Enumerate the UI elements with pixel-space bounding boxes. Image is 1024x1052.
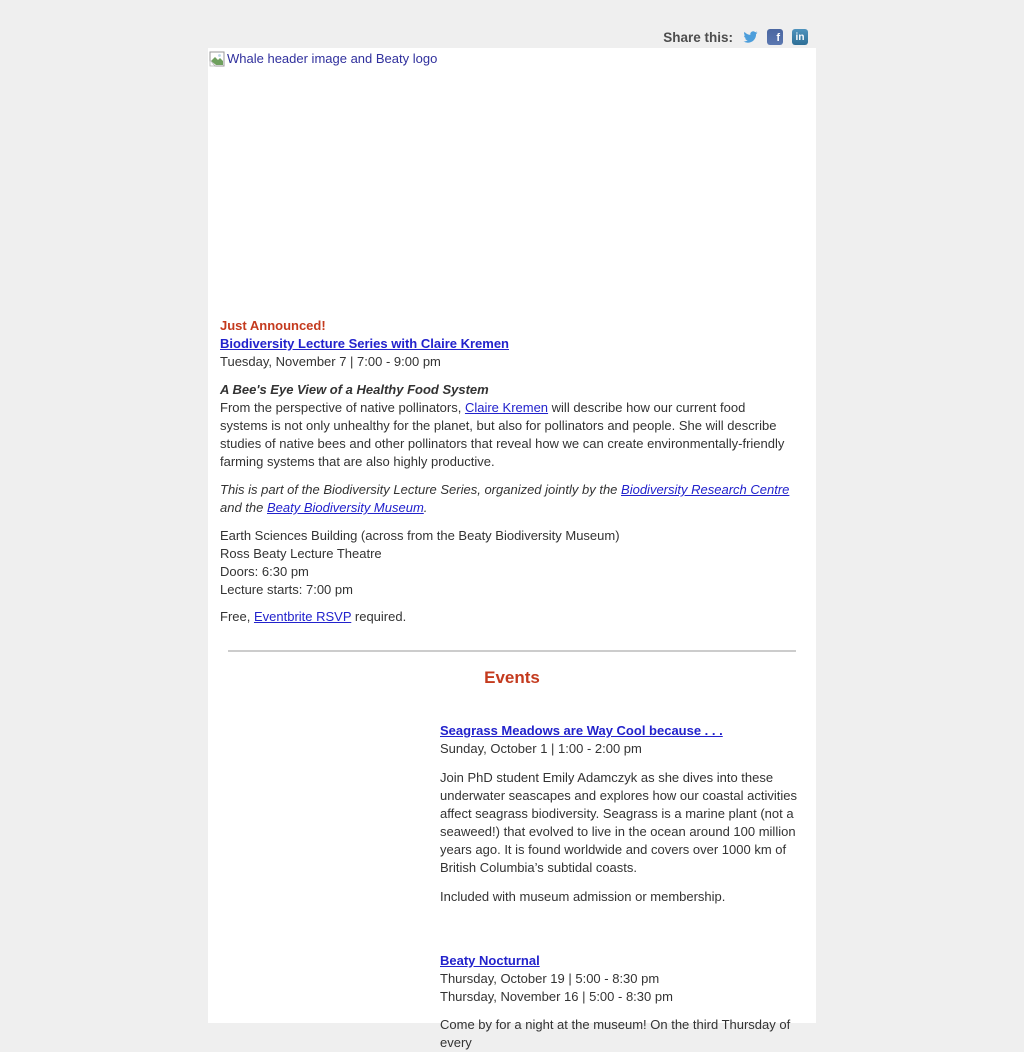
rsvp-line <box>220 608 795 626</box>
event-date: Sunday, October 1 | 1:00 - 2:00 pm <box>440 741 642 756</box>
header-image-alt-text: Whale header image and Beaty logo <box>227 51 438 66</box>
linkedin-icon[interactable] <box>792 29 808 45</box>
eventbrite-rsvp-link[interactable]: Eventbrite RSVP <box>253 609 352 624</box>
talk-title: A Bee's Eye View of a Healthy Food System <box>220 382 489 397</box>
biodiversity-research-centre-link[interactable]: Biodiversity Research Centre <box>621 482 790 497</box>
section-divider <box>228 650 796 652</box>
talk-block <box>220 381 795 471</box>
event-title-row <box>440 722 804 740</box>
announcement-title-row <box>220 335 795 353</box>
event-date: Thursday, October 19 | 5:00 - 8:30 pm <box>440 971 660 986</box>
series-note-mid: and the <box>220 500 267 515</box>
beaty-biodiversity-museum-link[interactable]: Beaty Biodiversity Museum <box>267 500 424 515</box>
announcement-section <box>208 317 816 626</box>
events-heading: Events <box>484 668 540 687</box>
header-image-placeholder[interactable] <box>208 48 816 69</box>
event-date: Thursday, November 16 | 5:00 - 8:30 pm <box>440 989 673 1004</box>
linkedin-in-glyph: in <box>795 31 805 43</box>
venue-line: Earth Sciences Building (across from the Beaty Biodiversity Museum) <box>220 528 620 543</box>
broken-image-icon <box>209 51 225 67</box>
event-description: Join PhD student Emily Adamczyk as she dives into these underwater seascapes and explores how our coastal activities affect seagrass biodiversity. Seagrass is a marine plant (not a seaweed!) that evolved to live in the ocean around 100 million years ago. It is found worldwide and covers over 1000 km of British Columbia’s subtidal coasts. <box>440 770 797 875</box>
seagrass-event-link[interactable]: Seagrass Meadows are Way Cool because . . . <box>440 723 723 738</box>
announcement-datetime: Tuesday, November 7 | 7:00 - 9:00 pm <box>220 354 441 369</box>
talk-description <box>220 399 795 471</box>
talk-description-pre: From the perspective of native pollinators, <box>220 400 465 415</box>
facebook-f-glyph: f <box>776 32 780 44</box>
claire-kremen-link[interactable]: Claire Kremen <box>464 400 549 415</box>
series-note <box>220 481 795 517</box>
just-announced-label: Just Announced! <box>220 318 326 333</box>
event-admission-note: Included with museum admission or membership. <box>440 889 726 904</box>
share-bar <box>208 0 816 45</box>
venue-line: Ross Beaty Lecture Theatre <box>220 546 382 561</box>
facebook-icon[interactable] <box>767 29 783 45</box>
talk-description-post: will describe how our current food systems is not only unhealthy for the planet, but also for pollinators and people. She will describe studies of native bees and other pollinators that reveal how we can create environmentally-friendly farming systems that are also highly productive. <box>220 400 785 469</box>
venue-line: Doors: 6:30 pm <box>220 564 309 579</box>
venue-line: Lecture starts: 7:00 pm <box>220 582 353 597</box>
share-this-label: Share this: <box>663 29 733 45</box>
email-content <box>208 48 816 1050</box>
event-seagrass <box>440 722 804 906</box>
rsvp-post: required. <box>351 609 407 624</box>
event-title-row <box>440 952 804 970</box>
series-note-pre: This is part of the Biodiversity Lecture Series, organized jointly by the <box>220 482 622 497</box>
venue-block <box>220 527 795 599</box>
lecture-series-link[interactable]: Biodiversity Lecture Series with Claire Kremen <box>220 336 509 351</box>
event-description: Come by for a night at the museum! On the third Thursday of every <box>440 1017 791 1050</box>
twitter-icon[interactable] <box>742 29 758 45</box>
twitter-bird-icon <box>742 30 759 44</box>
series-note-post: . <box>423 500 428 515</box>
events-column <box>440 722 804 1052</box>
event-beaty-nocturnal <box>440 952 804 1052</box>
beaty-nocturnal-link[interactable]: Beaty Nocturnal <box>440 953 540 968</box>
rsvp-pre: Free, <box>220 609 254 624</box>
